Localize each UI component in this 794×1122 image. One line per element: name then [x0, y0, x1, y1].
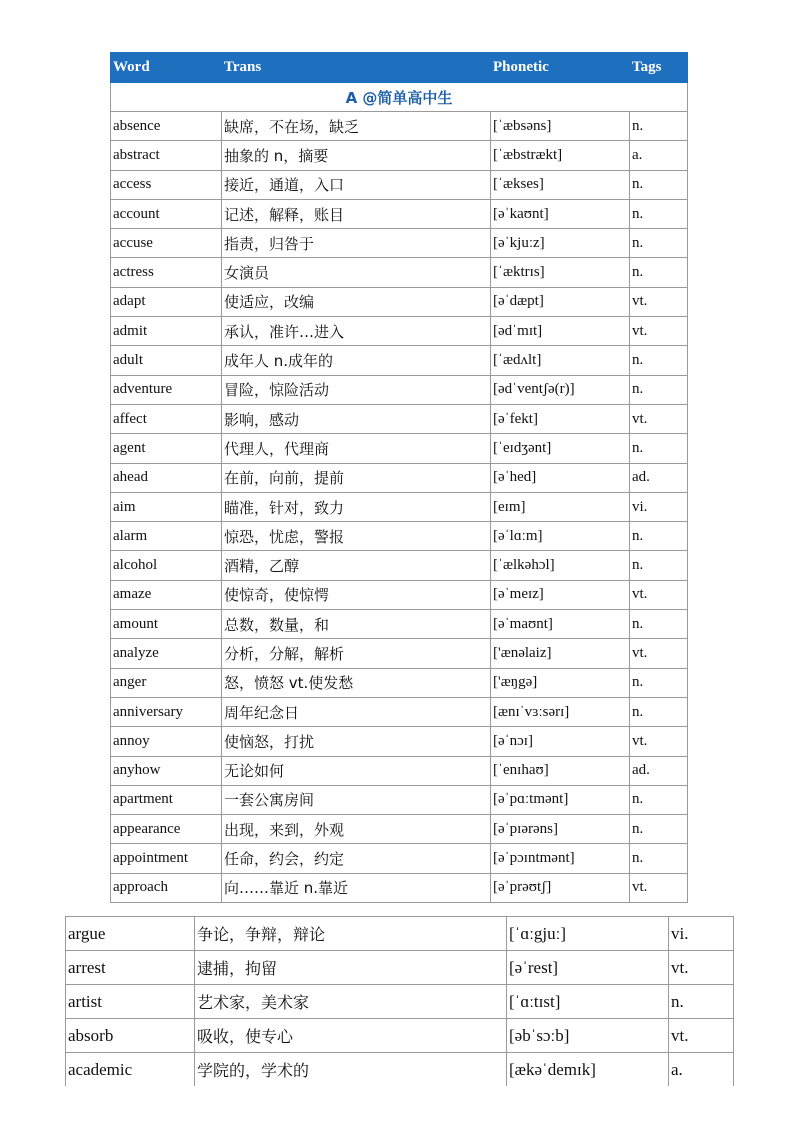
phonetic-cell: [ədˈventʃə(r)] [491, 375, 630, 404]
word-cell: alarm [111, 522, 222, 551]
table-row [111, 229, 688, 258]
phonetic-cell: [ˈeɪdʒənt] [491, 434, 630, 463]
trans-cell: 怒，愤怒 vt.使发愁 [222, 668, 491, 697]
word-cell: alcohol [111, 551, 222, 580]
table-row [111, 112, 688, 141]
trans-cell: 学院的，学术的 [195, 1053, 507, 1087]
trans-cell: 指责，归咎于 [222, 229, 491, 258]
phonetic-cell: [əˈkaʊnt] [491, 199, 630, 228]
phonetic-cell: [əˈfekt] [491, 404, 630, 433]
table-row [111, 844, 688, 873]
phonetic-cell: [ˈɑːgjuː] [507, 917, 669, 951]
table-row [111, 610, 688, 639]
section-heading-row [111, 83, 688, 112]
trans-cell: 总数，数量，和 [222, 610, 491, 639]
tag-cell: n. [630, 522, 688, 551]
word-cell: adult [111, 346, 222, 375]
phonetic-cell: [əˈkjuːz] [491, 229, 630, 258]
word-cell: ahead [111, 463, 222, 492]
trans-cell: 代理人，代理商 [222, 434, 491, 463]
word-cell: adventure [111, 375, 222, 404]
tag-cell: vt. [669, 1019, 734, 1053]
tag-cell: n. [630, 434, 688, 463]
word-cell: argue [66, 917, 195, 951]
tag-cell: vi. [669, 917, 734, 951]
trans-cell: 女演员 [222, 258, 491, 287]
table-row [66, 1019, 734, 1053]
word-cell: artist [66, 985, 195, 1019]
table-row [111, 785, 688, 814]
word-cell: arrest [66, 951, 195, 985]
table-row [111, 463, 688, 492]
tag-cell: n. [630, 785, 688, 814]
trans-cell: 任命，约会，约定 [222, 844, 491, 873]
trans-cell: 使恼怒，打扰 [222, 727, 491, 756]
header-trans: Trans [222, 53, 491, 83]
tag-cell: vt. [630, 287, 688, 316]
table-row [111, 346, 688, 375]
phonetic-cell: [əˈmeɪz] [491, 580, 630, 609]
word-cell: admit [111, 317, 222, 346]
table-row [66, 917, 734, 951]
word-cell: abstract [111, 141, 222, 170]
tag-cell: n. [630, 170, 688, 199]
tag-cell: vt. [630, 873, 688, 902]
trans-cell: 艺术家，美术家 [195, 985, 507, 1019]
phonetic-cell: [əˈdæpt] [491, 287, 630, 316]
tag-cell: vt. [630, 580, 688, 609]
table-row [111, 404, 688, 433]
word-cell: accuse [111, 229, 222, 258]
tag-cell: n. [630, 229, 688, 258]
trans-cell: 在前，向前，提前 [222, 463, 491, 492]
table-row [111, 141, 688, 170]
word-cell: account [111, 199, 222, 228]
tag-cell: n. [630, 610, 688, 639]
phonetic-cell: [əˈlɑːm] [491, 522, 630, 551]
table-row [111, 287, 688, 316]
trans-cell: 分析，分解，解析 [222, 639, 491, 668]
trans-cell: 向……靠近 n.靠近 [222, 873, 491, 902]
trans-cell: 成年人 n.成年的 [222, 346, 491, 375]
phonetic-cell: [ˈækses] [491, 170, 630, 199]
tag-cell: n. [630, 346, 688, 375]
trans-cell: 惊恐，忧虑，警报 [222, 522, 491, 551]
table-row [111, 199, 688, 228]
table-row [111, 551, 688, 580]
tag-cell: vt. [630, 727, 688, 756]
phonetic-cell: [ˈenɪhaʊ] [491, 756, 630, 785]
trans-cell: 缺席，不在场，缺乏 [222, 112, 491, 141]
trans-cell: 使适应，改编 [222, 287, 491, 316]
trans-cell: 抽象的 n，摘要 [222, 141, 491, 170]
table-row [111, 375, 688, 404]
word-cell: annoy [111, 727, 222, 756]
phonetic-cell: [ədˈmɪt] [491, 317, 630, 346]
table-row [111, 727, 688, 756]
word-cell: amount [111, 610, 222, 639]
table-row [111, 258, 688, 287]
phonetic-cell: [əˈpɔɪntmənt] [491, 844, 630, 873]
word-cell: academic [66, 1053, 195, 1087]
trans-cell: 争论，争辩，辩论 [195, 917, 507, 951]
vocab-table-lower [65, 916, 734, 1086]
phonetic-cell: [ˈælkəhɔl] [491, 551, 630, 580]
trans-cell: 出现，来到，外观 [222, 815, 491, 844]
phonetic-cell: [əbˈsɔːb] [507, 1019, 669, 1053]
table-row [111, 873, 688, 902]
trans-cell: 周年纪念日 [222, 697, 491, 726]
tag-cell: vi. [630, 492, 688, 521]
table-row [111, 492, 688, 521]
tag-cell: n. [630, 375, 688, 404]
tag-cell: vt. [630, 317, 688, 346]
table-row [111, 317, 688, 346]
tag-cell: a. [630, 141, 688, 170]
phonetic-cell: [eɪm] [491, 492, 630, 521]
tag-cell: n. [669, 985, 734, 1019]
word-cell: affect [111, 404, 222, 433]
phonetic-cell: [əˈmaʊnt] [491, 610, 630, 639]
word-cell: appearance [111, 815, 222, 844]
header-tags: Tags [630, 53, 688, 83]
table-row [111, 639, 688, 668]
tag-cell: n. [630, 112, 688, 141]
tag-cell: vt. [669, 951, 734, 985]
trans-cell: 无论如何 [222, 756, 491, 785]
word-cell: analyze [111, 639, 222, 668]
table-row [111, 668, 688, 697]
tag-cell: vt. [630, 404, 688, 433]
trans-cell: 影响，感动 [222, 404, 491, 433]
table-row [111, 815, 688, 844]
phonetic-cell: [ænɪˈvɜːsərɪ] [491, 697, 630, 726]
tag-cell: n. [630, 815, 688, 844]
phonetic-cell: ['æŋgə] [491, 668, 630, 697]
section-title: A @简单高中生 [111, 83, 688, 112]
tag-cell: n. [630, 844, 688, 873]
table-header-row [111, 53, 688, 83]
table-row [66, 985, 734, 1019]
trans-cell: 冒险，惊险活动 [222, 375, 491, 404]
word-cell: actress [111, 258, 222, 287]
tag-cell: n. [630, 551, 688, 580]
header-word: Word [111, 53, 222, 83]
trans-cell: 记述，解释，账目 [222, 199, 491, 228]
table-row [111, 522, 688, 551]
trans-cell: 使惊奇，使惊愕 [222, 580, 491, 609]
phonetic-cell: [ˈæbsəns] [491, 112, 630, 141]
tag-cell: n. [630, 199, 688, 228]
phonetic-cell: [ˈædʌlt] [491, 346, 630, 375]
word-cell: apartment [111, 785, 222, 814]
word-cell: approach [111, 873, 222, 902]
word-cell: aim [111, 492, 222, 521]
header-phonetic: Phonetic [491, 53, 630, 83]
tag-cell: vt. [630, 639, 688, 668]
word-cell: anger [111, 668, 222, 697]
phonetic-cell: [əˈrest] [507, 951, 669, 985]
word-cell: amaze [111, 580, 222, 609]
trans-cell: 吸收，使专心 [195, 1019, 507, 1053]
phonetic-cell: [əˈprəʊtʃ] [491, 873, 630, 902]
word-cell: absence [111, 112, 222, 141]
table-row [66, 951, 734, 985]
table-row [111, 170, 688, 199]
vocab-table-upper [110, 52, 688, 903]
tag-cell: n. [630, 258, 688, 287]
phonetic-cell: ['ænəlaiz] [491, 639, 630, 668]
tag-cell: n. [630, 697, 688, 726]
phonetic-cell: [ækəˈdemɪk] [507, 1053, 669, 1087]
tag-cell: ad. [630, 463, 688, 492]
phonetic-cell: [əˈnɔɪ] [491, 727, 630, 756]
word-cell: adapt [111, 287, 222, 316]
phonetic-cell: [əˈpɑːtmənt] [491, 785, 630, 814]
tag-cell: ad. [630, 756, 688, 785]
word-cell: anniversary [111, 697, 222, 726]
trans-cell: 接近，通道，入口 [222, 170, 491, 199]
word-cell: appointment [111, 844, 222, 873]
trans-cell: 一套公寓房间 [222, 785, 491, 814]
tag-cell: a. [669, 1053, 734, 1087]
phonetic-cell: [ˈæbstrækt] [491, 141, 630, 170]
phonetic-cell: [ˈæktrɪs] [491, 258, 630, 287]
table-row [111, 756, 688, 785]
table-row [111, 580, 688, 609]
word-cell: absorb [66, 1019, 195, 1053]
trans-cell: 承认，准许…进入 [222, 317, 491, 346]
phonetic-cell: [ˈɑːtɪst] [507, 985, 669, 1019]
trans-cell: 酒精，乙醇 [222, 551, 491, 580]
table-row [66, 1053, 734, 1087]
trans-cell: 逮捕，拘留 [195, 951, 507, 985]
phonetic-cell: [əˈhed] [491, 463, 630, 492]
phonetic-cell: [əˈpɪərəns] [491, 815, 630, 844]
word-cell: anyhow [111, 756, 222, 785]
table-row [111, 434, 688, 463]
trans-cell: 瞄准，针对，致力 [222, 492, 491, 521]
word-cell: agent [111, 434, 222, 463]
tag-cell: n. [630, 668, 688, 697]
word-cell: access [111, 170, 222, 199]
table-row [111, 697, 688, 726]
